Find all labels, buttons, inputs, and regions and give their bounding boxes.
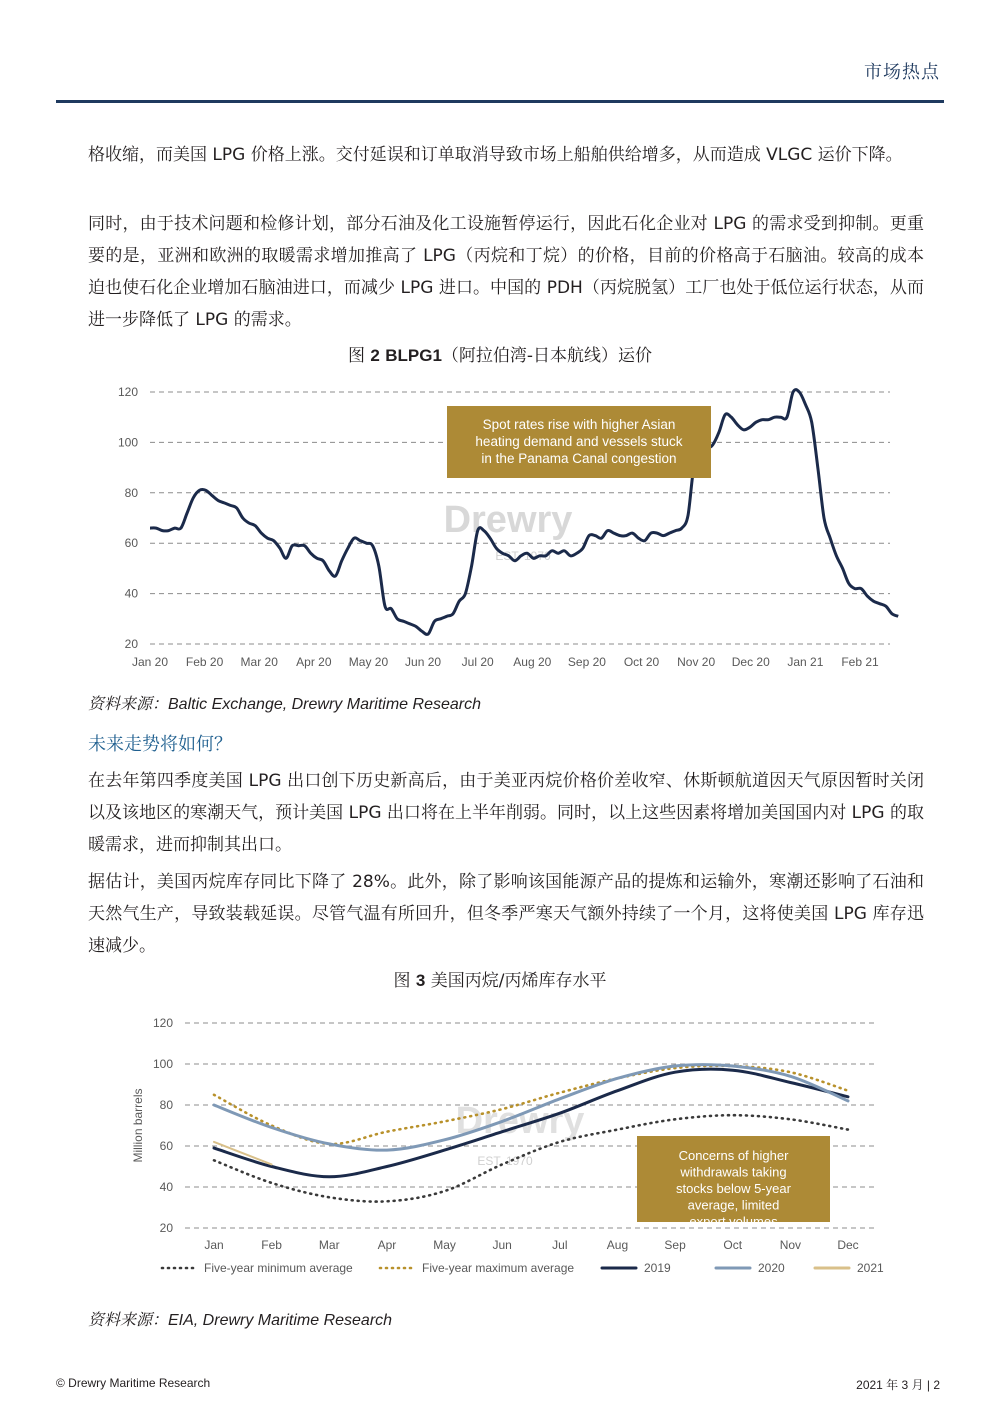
y-tick-label: 100 [117, 435, 138, 450]
figure-3-source: 资料来源：EIA, Drewry Maritime Research [88, 1312, 393, 1329]
figure-2-title-prefix: 图 [347, 346, 365, 366]
section-heading: 未来走势将如何？ [88, 734, 232, 755]
annotation-text: average, limited [687, 1197, 780, 1213]
x-tick-label: Sep 20 [567, 655, 606, 669]
x-tick-label: Jun [492, 1238, 512, 1252]
x-tick-label: May 20 [348, 655, 389, 669]
x-tick-label: Aug 20 [513, 655, 552, 669]
figure-2-title [0, 341, 1000, 366]
watermark: Drewry [443, 499, 573, 541]
annotation-text: withdrawals taking [680, 1164, 787, 1180]
legend-label: Five-year maximum average [422, 1261, 575, 1275]
figure-3-title [0, 966, 1000, 991]
paragraph-1: 格收缩，而美国 LPG 价格上涨。交付延误和订单取消导致市场上船舶供给增多，从而造成 VLGC 运价下降。 [88, 145, 903, 165]
legend-label: 2019 [644, 1261, 671, 1275]
y-tick-label: 120 [117, 385, 138, 399]
header-title: 市场热点 [864, 62, 940, 83]
x-tick-label: Jul 20 [461, 655, 494, 669]
figure-3-title-prefix: 图 [393, 971, 411, 991]
figure-2-source: 资料来源：Baltic Exchange, Drewry Maritime Research [88, 696, 481, 713]
annotation-text: Spot rates rise with higher Asian [482, 417, 676, 432]
x-tick-label: Feb 21 [841, 655, 879, 669]
legend-label: 2021 [857, 1261, 884, 1275]
x-tick-label: Feb 20 [185, 655, 224, 669]
x-tick-label: Nov 20 [677, 655, 716, 669]
x-tick-label: May [433, 1238, 456, 1252]
figure-2-title-code: BLPG1 [385, 346, 442, 365]
annotation-text: heating demand and vessels stuck [475, 434, 683, 449]
figure-2-title-rest: （阿拉伯湾-日本航线）运价 [441, 346, 653, 366]
x-tick-label: Nov [779, 1238, 802, 1252]
watermark-subtext: EST. 1970 [477, 1154, 533, 1168]
series-line-4 [214, 1142, 272, 1165]
y-tick-label: 40 [124, 586, 138, 601]
y-tick-label: 100 [152, 1057, 173, 1071]
x-tick-label: Jan 20 [131, 655, 169, 669]
figure-3-title-rest: 美国丙烷/丙烯库存水平 [430, 971, 607, 991]
annotation-text: Concerns of higher [678, 1148, 789, 1163]
x-tick-label: Jul [552, 1238, 568, 1252]
x-tick-label: Oct 20 [623, 655, 660, 669]
paragraph-3: 在去年第四季度美国 LPG 出口创下历史新高后，由于美亚丙烷价格价差收窄、休斯顿航道因天气原因暂时关闭以及该地区的寒潮天气，预计美国 LPG 出口将在上半年削弱。同时，以上这些因素将增加美国国内对 LPG 的取暖需求，进而抑制其出口。 [88, 771, 924, 855]
x-tick-label: Dec 20 [731, 655, 770, 669]
figure-2-title-num: 2 [370, 346, 380, 365]
y-tick-label: 40 [159, 1180, 173, 1194]
watermark: Drewry [455, 1100, 585, 1142]
legend-label: 2020 [758, 1261, 785, 1275]
y-tick-label: 80 [159, 1098, 173, 1112]
x-tick-label: Aug [606, 1238, 629, 1252]
footer-date-page: 2021 年 3 月 | 2 [856, 1378, 940, 1392]
y-tick-label: 60 [159, 1139, 173, 1153]
y-tick-label: 120 [152, 1016, 173, 1030]
annotation-text: in the Panama Canal congestion [481, 451, 677, 466]
watermark-subtext: EST. 1970 [495, 549, 551, 563]
x-tick-label: Feb [261, 1238, 282, 1252]
y-tick-label: 20 [124, 637, 138, 651]
x-tick-label: Dec [837, 1238, 859, 1252]
legend-label: Five-year minimum average [204, 1261, 353, 1275]
x-tick-label: Apr [377, 1238, 397, 1252]
paragraph-2: 同时，由于技术问题和检修计划，部分石油及化工设施暂停运行，因此石化企业对 LPG 的需求受到抑制。更重要的是，亚洲和欧洲的取暖需求增加推高了 LPG（丙烷和丁烷）的价格，目前的价格高于石脑油。较高的成本迫也使石化企业增加石脑油进口，而减少 LPG 进口。中国的 PDH（丙烷脱氢）工厂也处于低位运行状态，从而进一步降低了 LPG 的需求。 [88, 214, 924, 330]
y-axis-label: Million barrels [131, 1088, 145, 1163]
paragraph-4: 据估计，美国丙烷库存同比下降了 28%。此外，除了影响该国能源产品的提炼和运输外，寒潮还影响了石油和天然气生产，导致装载延误。尽管气温有所回升，但冬季严寒天气额外持续了一个月，这将使美国 LPG 库存迅速减少。 [88, 872, 924, 956]
x-tick-label: Jun 20 [405, 655, 442, 669]
us-propane-inventory-chart [80, 1005, 920, 1290]
figure-3-title-num: 3 [415, 971, 426, 990]
x-tick-label: Oct [723, 1238, 743, 1252]
y-tick-label: 80 [124, 485, 138, 500]
x-tick-label: Sep [664, 1238, 686, 1252]
x-tick-label: Apr 20 [296, 655, 332, 669]
x-tick-label: Mar 20 [240, 655, 278, 669]
y-tick-label: 60 [124, 536, 138, 551]
annotation-text: stocks below 5-year [676, 1181, 791, 1196]
x-tick-label: Jan [204, 1238, 224, 1252]
y-tick-label: 20 [159, 1221, 173, 1235]
annotation-text: export volumes [689, 1214, 778, 1229]
header-rule [56, 100, 944, 103]
footer-copyright: © Drewry Maritime Research [56, 1376, 211, 1390]
x-tick-label: Mar [318, 1238, 340, 1252]
x-tick-label: Jan 21 [787, 655, 824, 669]
blpg1-rate-chart [80, 374, 920, 674]
